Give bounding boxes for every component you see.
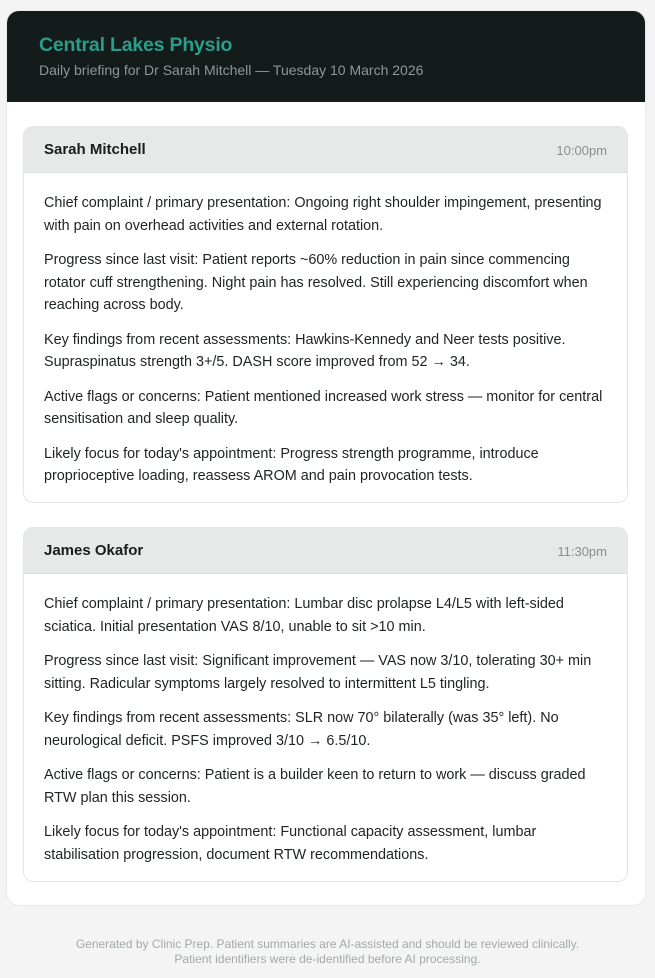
active-flags: Active flags or concerns: Patient mentioned increased work stress — monitor for central sensitisation and sleep quality. — [44, 388, 603, 427]
key-findings: Key findings from recent assessments: SLR now 70° bilaterally (was 35° left). No neurological deficit. PSFS improved 3/10 → 6.5/10. — [44, 710, 559, 749]
patient-card-header — [24, 127, 627, 173]
disclaimer-footer — [0, 937, 655, 966]
briefing-page — [7, 11, 645, 905]
patient-name: James Okafor — [44, 542, 144, 559]
clinic-name: Central Lakes Physio — [39, 34, 233, 56]
appointment-time: 11:30pm — [557, 544, 607, 559]
key-findings: Key findings from recent assessments: Hawkins-Kennedy and Neer tests positive. Supraspinatus strength 3+/5. DASH score improved from 52 → 34. — [44, 331, 566, 370]
patient-card — [23, 126, 628, 503]
likely-focus: Likely focus for today's appointment: Progress strength programme, introduce proprioceptive loading, reassess AROM and pain provocation tests. — [44, 445, 539, 484]
progress-since-last-visit: Progress since last visit: Significant improvement — VAS now 3/10, tolerating 30+ min sitting. Radicular symptoms largely resolved to intermittent L5 tingling. — [44, 653, 592, 692]
chief-complaint: Chief complaint / primary presentation: Lumbar disc prolapse L4/L5 with left-sided sciatica. Initial presentation VAS 8/10, unable to sit >10 min. — [44, 596, 564, 635]
patient-card-header — [24, 528, 627, 574]
appointment-time: 10:00pm — [556, 143, 607, 158]
chief-complaint: Chief complaint / primary presentation: Ongoing right shoulder impingement, presenting with pain on overhead activities and external rotation. — [44, 195, 602, 234]
patient-summary — [24, 574, 627, 866]
briefing-header — [7, 11, 645, 102]
footer-line-deidentified: Patient identifiers were de-identified before AI processing. — [174, 951, 481, 966]
active-flags: Active flags or concerns: Patient is a builder keen to return to work — discuss graded RTW plan this session. — [44, 767, 586, 806]
footer-line-generated: Generated by Clinic Prep. Patient summaries are AI-assisted and should be reviewed clinically. — [75, 937, 580, 951]
briefing-subtitle: Daily briefing for Dr Sarah Mitchell — Tuesday 10 March 2026 — [39, 62, 424, 78]
patient-card — [23, 527, 628, 882]
likely-focus: Likely focus for today's appointment: Functional capacity assessment, lumbar stabilisation progression, document RTW recommendations. — [44, 824, 537, 863]
patient-name: Sarah Mitchell — [44, 141, 146, 158]
patient-summary — [24, 173, 627, 488]
progress-since-last-visit: Progress since last visit: Patient reports ~60% reduction in pain since commencing rotator cuff strengthening. Night pain has resolved. Still experiencing discomfort when reaching across body. — [44, 252, 588, 313]
